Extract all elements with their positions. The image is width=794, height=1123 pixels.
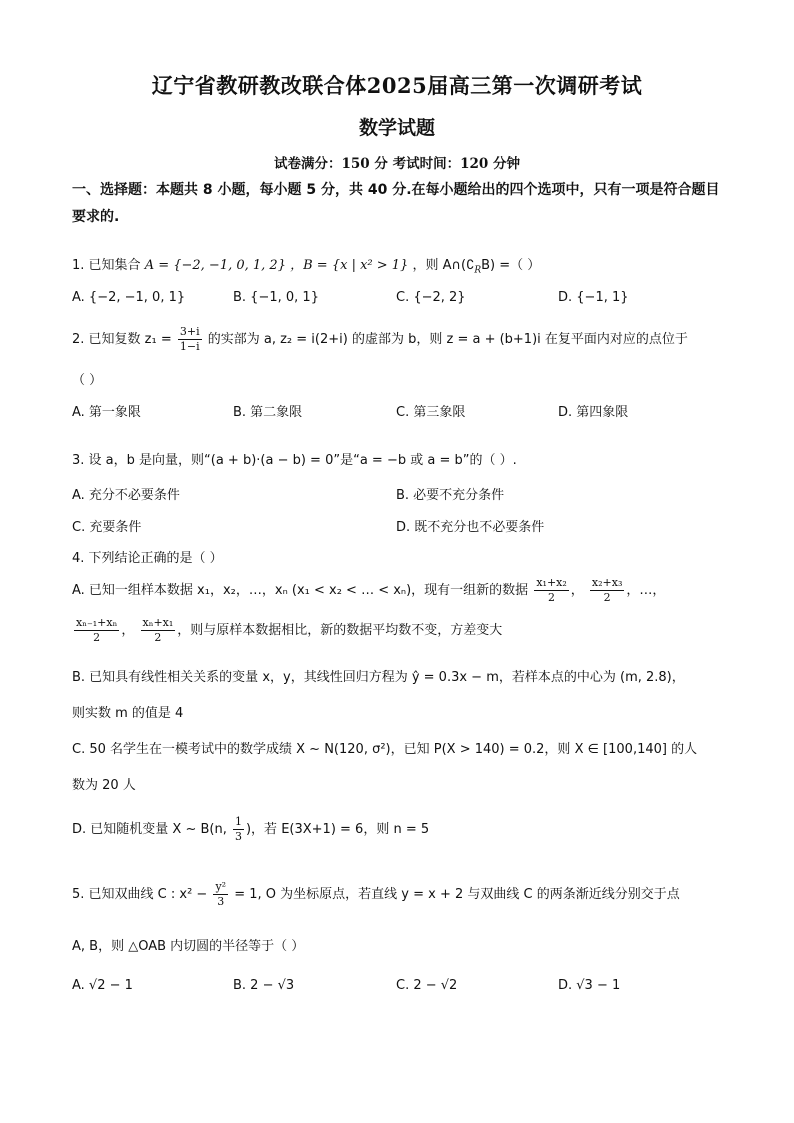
q2-option-c: C. 第三象限: [396, 405, 466, 420]
q4-option-a-line2: $\frac{\text{xₙ₋₁+xₙ}}{2}$ ， $\frac{\text{xₙ+x₁}}{2}$ ，则与原样本数据相比，新的数据平均数不变，方差变大: [76, 616, 503, 644]
q3-option-d: D. 既不充分也不必要条件: [396, 520, 545, 535]
q5-option-c: C. 2 − √2: [396, 978, 458, 993]
q5-fraction: $\frac{\text{y²}}{3}$: [215, 880, 227, 908]
exam-info: 试卷满分：150 分 考试时间：120 分钟: [274, 156, 520, 172]
q4-option-c-line1: C. 50 名学生在一模考试中的数学成绩 X ~ N(120, σ²)，已知 P(X > 140) = 0.2，则 X ∈ [100,140] 的人: [72, 742, 698, 757]
q5-option-d: D. √3 − 1: [558, 978, 621, 993]
question-2-paren: （ ）: [72, 373, 103, 388]
question-4: 4. 下列结论正确的是（ ）: [72, 551, 223, 566]
q3-option-b: B. 必要不充分条件: [396, 488, 505, 503]
section-heading: 一、选择题：本题共 8 小题，每小题 5 分，共 40 分.在每小题给出的四个选项中，只有一项是符合题目要求的.: [72, 182, 720, 225]
q4-a-fraction-1: $\frac{\text{x₁+x₂}}{2}$: [536, 576, 567, 604]
q5-option-a: A. √2 − 1: [72, 978, 133, 993]
q4-a-fraction-3: $\frac{\text{xₙ₋₁+xₙ}}{2}$: [76, 616, 118, 644]
question-3: 3. 设 a，b 是向量，则“(a + b)·(a − b) = 0”是“a = −b 或 a = b”的（ ）.: [72, 453, 517, 468]
q1-option-b: B. {−1, 0, 1}: [233, 290, 319, 305]
question-5-line2: A, B，则 △OAB 内切圆的半径等于（ ）: [72, 939, 305, 954]
subject-title: 数学试题: [358, 117, 435, 139]
q2-option-b: B. 第二象限: [233, 405, 303, 420]
q4-option-c-line2: 数为 20 人: [72, 778, 136, 793]
q2-fraction: $\frac{3+i}{1-i}$: [179, 325, 200, 353]
q4-a-fraction-4: $\frac{\text{xₙ+x₁}}{2}$: [142, 616, 174, 644]
q4-d-fraction: $\frac{1}{3}$: [234, 815, 242, 843]
q4-a-fraction-2: $\frac{\text{x₂+x₃}}{2}$: [591, 576, 623, 604]
q5-option-b: B. 2 − √3: [233, 978, 295, 993]
question-1: 1. 已知集合 A = {−2, −1, 0, 1, 2} ，B = {x | x² > 1} ，则 $A\cap(∁_RB)$ =（ ）: [72, 258, 541, 276]
q1-option-a: A. {−2, −1, 0, 1}: [72, 290, 186, 305]
q2-option-a: A. 第一象限: [72, 405, 141, 420]
q3-option-a: A. 充分不必要条件: [72, 488, 180, 503]
q3-option-c: C. 充要条件: [72, 520, 142, 535]
q1-option-d: D. {−1, 1}: [558, 290, 629, 305]
question-2: 2. 已知复数 z₁ = $\frac{3+i}{1-i}$ 的实部为 a, z₂ = i(2+i) 的虚部为 b，则 z = a + (b+1)i 在复平面内对应的点位于: [72, 325, 688, 353]
exam-title: 辽宁省教研教改联合体2025届高三第一次调研考试: [151, 73, 643, 98]
q4-option-b-line1: B. 已知具有线性相关关系的变量 x，y，其线性回归方程为 ŷ = 0.3x − m，若样本点的中心为 (m, 2.8)，: [72, 670, 685, 685]
q2-option-d: D. 第四象限: [558, 405, 629, 420]
q4-option-a-line1: A. 已知一组样本数据 x₁，x₂，…，xₙ (x₁ < x₂ < … < xₙ)，现有一组新的数据 $\frac{\text{x₁+x₂}}{2}$ ， $\frac{\text{x₂+x₃}}{2}$ ，…，: [72, 576, 666, 604]
question-5: 5. 已知双曲线 C : x² − $\frac{\text{y²}}{3}$ = 1, O 为坐标原点，若直线 y = x + 2 与双曲线 C 的两条渐近线分别交于点: [72, 880, 680, 908]
q1-option-c: C. {−2, 2}: [396, 290, 466, 305]
q4-option-d: D. 已知随机变量 X ~ B(n, $\frac{1}{3}$ )，若 E(3X+1) = 6，则 n = 5: [72, 815, 430, 843]
q4-option-b-line2: 则实数 m 的值是 4: [72, 706, 184, 721]
